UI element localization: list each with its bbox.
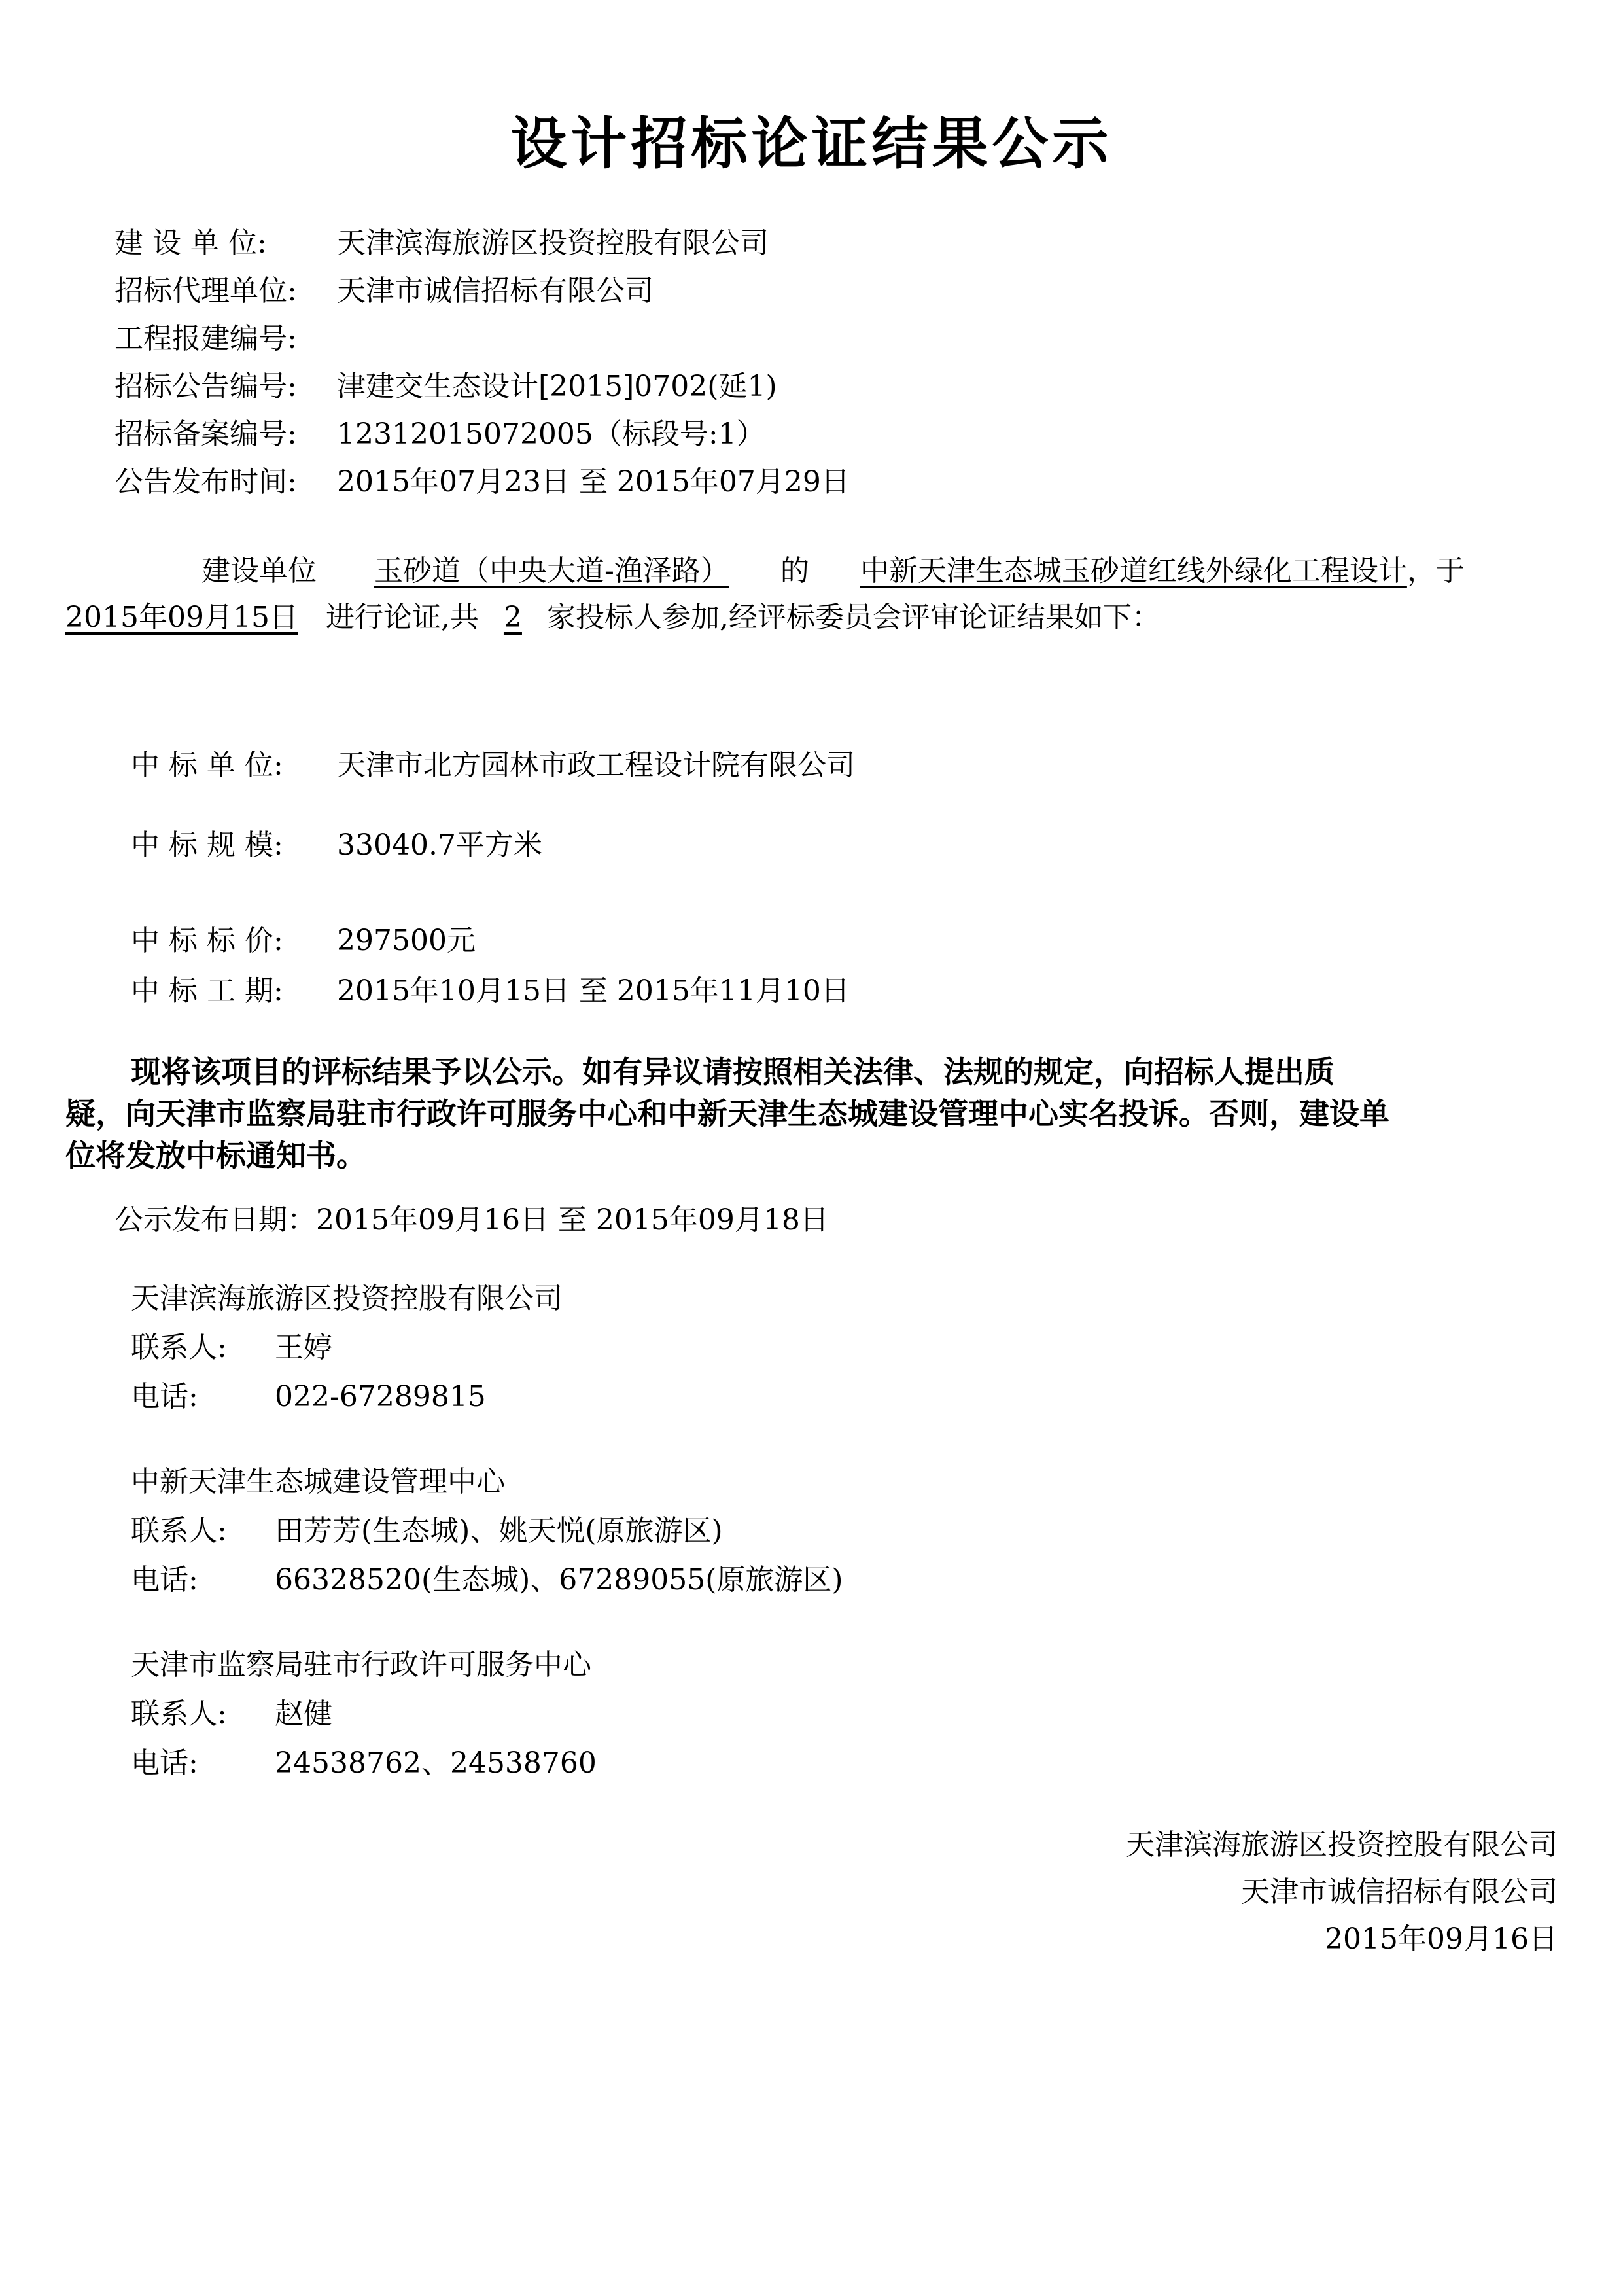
notice-line-3: 位将发放中标通知书。 [65, 1138, 366, 1173]
contact-phone-label: 电话: [131, 1563, 198, 1597]
field-value: 12312015072005（标段号:1） [337, 417, 765, 451]
contact-org: 天津滨海旅游区投资控股有限公司 [131, 1282, 563, 1315]
contact-phone-value: 66328520(生态城)、67289055(原旅游区) [275, 1563, 843, 1597]
field-registration-no [114, 319, 337, 359]
intro-line-1 [201, 552, 1465, 591]
signature-date: 2015年09月16日 [1325, 1922, 1558, 1956]
contact-person-value: 赵健 [275, 1697, 332, 1731]
contact-person-label: 联系人: [131, 1697, 227, 1731]
result-price [131, 921, 476, 961]
contact-person [131, 1511, 723, 1551]
field-value: 2015年07月23日 至 2015年07月29日 [337, 465, 850, 499]
result-label: 中 标 标 价: [131, 924, 283, 957]
intro-text: 建设单位 [201, 554, 317, 588]
field-label: 招标公告编号: [114, 370, 297, 403]
field-construction-unit [114, 224, 769, 263]
result-value: 2015年10月15日 至 2015年11月10日 [337, 974, 850, 1008]
intro-project: 中新天津生态城玉砂道红线外绿化工程设计 [860, 554, 1407, 588]
intro-line-2 [65, 598, 1161, 637]
contact-phone-label: 电话: [131, 1380, 198, 1413]
field-value: 津建交生态设计[2015]0702(延1) [337, 370, 777, 403]
result-label: 中 标 规 模: [131, 828, 283, 862]
contact-person-value: 王婷 [275, 1331, 332, 1364]
result-winner [131, 746, 855, 785]
intro-date: 2015年09月15日 [65, 601, 298, 634]
intro-text: 家投标人参加,经评标委员会评审论证结果如下： [546, 601, 1161, 634]
contact-org: 天津市监察局驻市行政许可服务中心 [131, 1648, 591, 1682]
field-announcement-no [114, 367, 777, 406]
contact-phone-label: 电话: [131, 1746, 198, 1780]
contact-person-value: 田芳芳(生态城)、姚天悦(原旅游区) [275, 1514, 723, 1547]
intro-text: 进行论证,共 [325, 601, 479, 634]
contact-org: 中新天津生态城建设管理中心 [131, 1465, 505, 1498]
field-label: 公告发布时间: [114, 465, 297, 499]
contact-person [131, 1328, 332, 1368]
intro-road: 玉砂道（中央大道-渔泽路） [374, 554, 729, 588]
result-label: 中 标 单 位: [131, 749, 283, 782]
field-value: 天津滨海旅游区投资控股有限公司 [337, 226, 769, 260]
notice-line-2: 疑，向天津市监察局驻市行政许可服务中心和中新天津生态城建设管理中心实名投诉。否则，建设单 [65, 1096, 1389, 1131]
contact-phone [131, 1561, 843, 1600]
result-value: 天津市北方园林市政工程设计院有限公司 [337, 749, 855, 782]
field-agency [114, 272, 654, 311]
result-value: 33040.7平方米 [337, 828, 542, 862]
contact-phone-value: 022-67289815 [275, 1380, 486, 1413]
signature-org-2: 天津市诚信招标有限公司 [1241, 1875, 1558, 1909]
field-value: 天津市诚信招标有限公司 [337, 274, 654, 308]
page-title: 设计招标论证结果公示 [510, 111, 1113, 177]
contact-phone-value: 24538762、24538760 [275, 1746, 597, 1780]
result-label: 中 标 工 期: [131, 974, 283, 1008]
result-value: 297500元 [337, 924, 476, 957]
field-label: 工程报建编号: [114, 322, 297, 355]
contact-person [131, 1695, 332, 1734]
field-label: 招标备案编号: [114, 417, 297, 451]
field-announcement-time [114, 463, 850, 502]
publish-date: 公示发布日期：2015年09月16日 至 2015年09月18日 [114, 1203, 829, 1237]
notice-line-1: 现将该项目的评标结果予以公示。如有异议请按照相关法律、法规的规定，向招标人提出质 [131, 1054, 1335, 1089]
result-scale [131, 826, 542, 865]
field-filing-no [114, 415, 765, 454]
signature-org-1: 天津滨海旅游区投资控股有限公司 [1126, 1828, 1558, 1862]
field-label: 招标代理单位: [114, 274, 297, 308]
intro-count: 2 [503, 601, 522, 634]
contact-person-label: 联系人: [131, 1331, 227, 1364]
contact-phone [131, 1377, 486, 1417]
field-label: 建 设 单 位: [114, 226, 267, 260]
contact-person-label: 联系人: [131, 1514, 227, 1547]
intro-text: ，于 [1406, 554, 1465, 588]
intro-text: 的 [780, 554, 809, 588]
contact-phone [131, 1744, 597, 1783]
result-period [131, 972, 850, 1011]
